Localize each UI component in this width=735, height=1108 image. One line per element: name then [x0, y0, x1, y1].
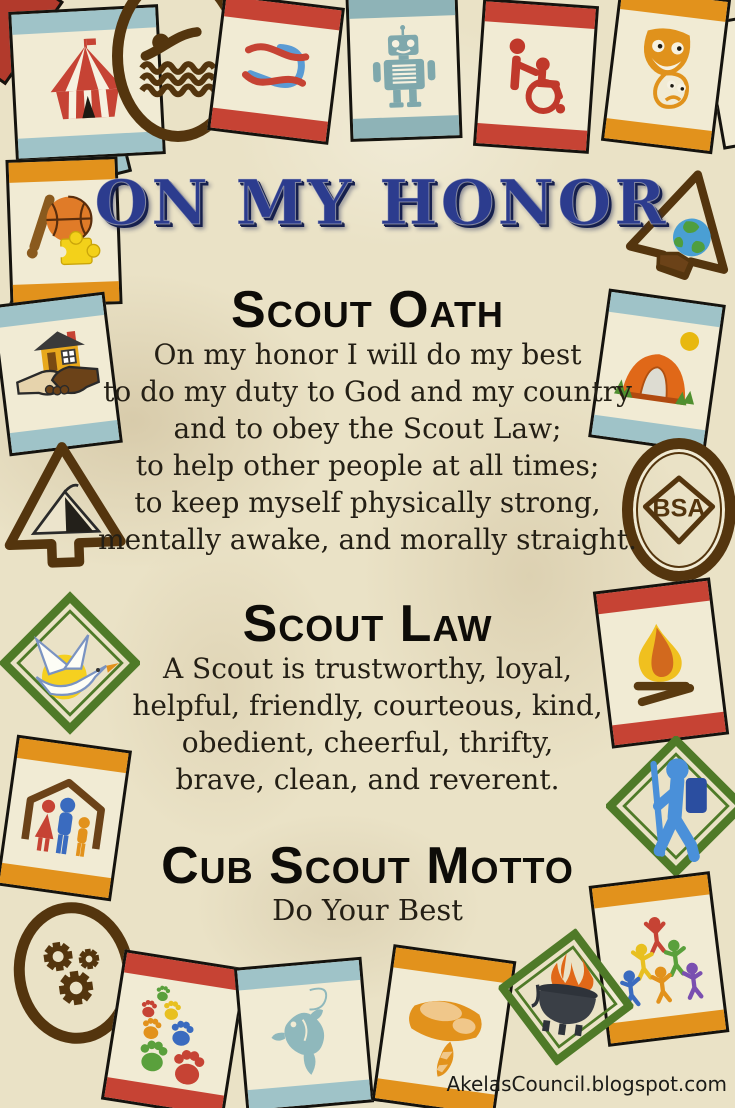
badge-paw-prints [101, 949, 247, 1108]
badge-wheelchair-helper [473, 0, 599, 154]
law-line: helpful, friendly, courteous, kind, [132, 689, 603, 722]
dutch-oven-icon [489, 919, 643, 1075]
credit-url: AkelasCouncil.blogspot.com [446, 1072, 727, 1096]
oath-line: to do my duty to God and my country [103, 375, 632, 408]
oath-line: to help other people at all times; [135, 449, 600, 482]
paw-prints-icon [107, 972, 240, 1095]
oath-line: to keep myself physically strong, [134, 486, 601, 519]
law-line: obedient, cheerful, thrifty, [181, 726, 554, 759]
oath-line: mentally awake, and morally straight. [98, 523, 637, 556]
badge-fish [234, 957, 374, 1108]
law-heading: Scout Law [242, 595, 493, 653]
square-knot-icon [213, 16, 339, 121]
fish-icon [239, 980, 369, 1090]
badge-dutch-oven [489, 919, 643, 1075]
bsa-text: BSA [652, 494, 706, 523]
robot-icon [349, 15, 458, 119]
motto-line: Do Your Best [272, 893, 463, 927]
motto-heading: Cub Scout Motto [161, 837, 574, 895]
badge-theater-masks [601, 0, 731, 154]
wheelchair-helper-icon [478, 21, 595, 130]
law-line: brave, clean, and reverent. [175, 763, 560, 796]
poster-title: ON MY HONOR [94, 166, 669, 239]
law-line: A Scout is trustworthy, loyal, [162, 652, 573, 685]
swimmer-icon [135, 13, 221, 99]
oath-heading: Scout Oath [231, 281, 504, 339]
gears-icon [27, 926, 122, 1021]
oath-line: On my honor I will do my best [153, 338, 582, 371]
badge-square-knot [207, 0, 345, 145]
card-stripe [353, 115, 460, 139]
badge-robot [345, 0, 462, 142]
theater-masks-icon [607, 9, 726, 131]
oath-line: and to obey the Scout Law; [173, 412, 562, 445]
